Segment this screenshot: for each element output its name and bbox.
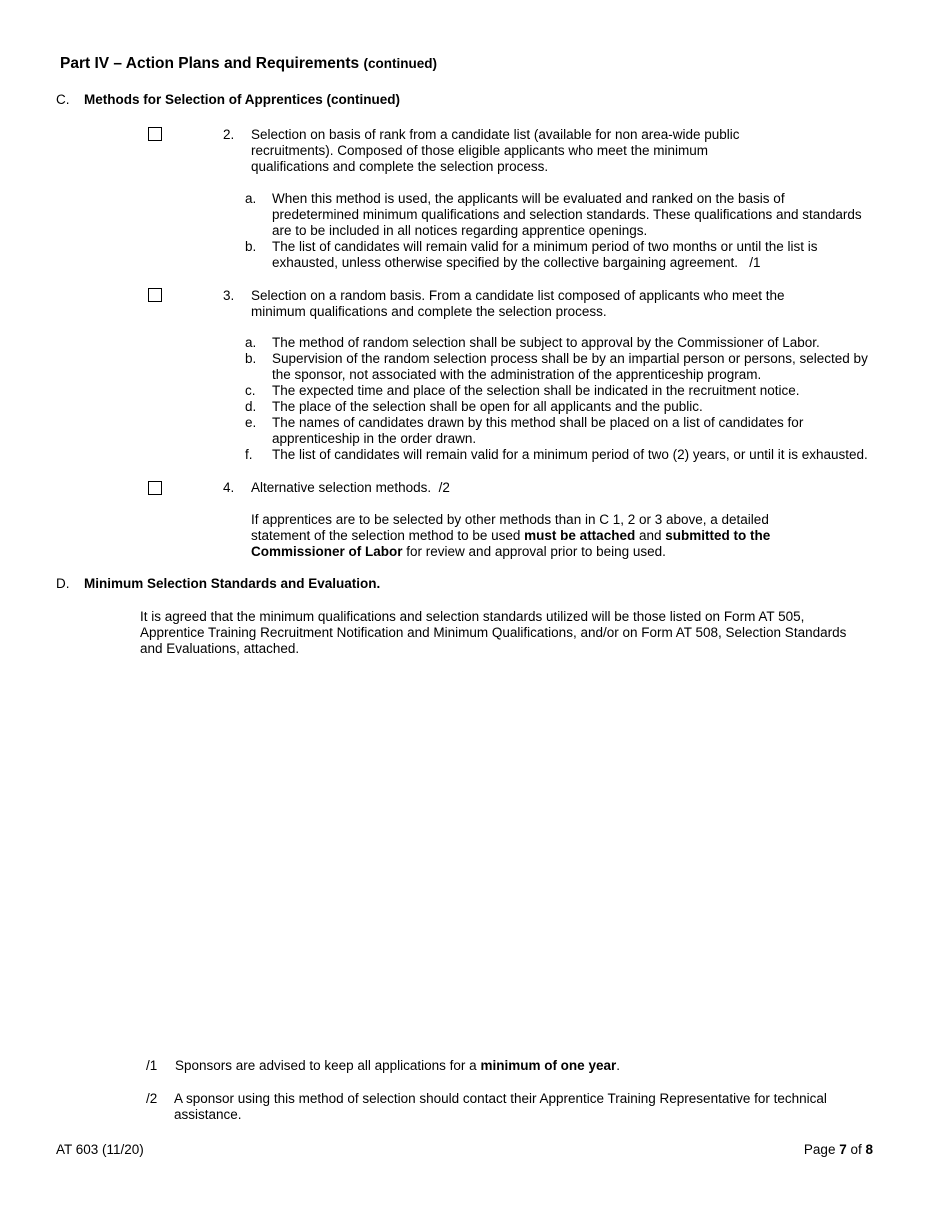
footnote-2	[174, 1091, 827, 1123]
item-3-checkbox[interactable]	[148, 288, 162, 302]
item-3a-text	[272, 335, 820, 351]
item-4-para-line: If apprentices are to be selected by other methods than in C 1, 2 or 3 above, a detailed	[251, 512, 769, 527]
item-3c-letter: c.	[245, 383, 256, 398]
item-4-para-text: and	[635, 528, 666, 543]
item-3e-letter: e.	[245, 415, 257, 430]
item-3e-line: apprenticeship in the order drawn.	[272, 431, 477, 446]
item-3-line: minimum qualifications and complete the selection process.	[251, 304, 607, 319]
item-2-checkbox[interactable]	[148, 127, 162, 141]
footnote-2-line: A sponsor using this method of selection should contact their Apprentice Training Representative for technical	[174, 1091, 827, 1106]
item-4-para-text: for review and approval prior to being used.	[402, 544, 666, 559]
item-4-para-text: statement of the selection method to be used	[251, 528, 525, 543]
item-3c-text	[272, 383, 800, 399]
page-title	[60, 56, 437, 72]
footnote-1-bold: minimum of one year	[480, 1058, 617, 1073]
item-3b-line: the sponsor, not associated with the administration of the apprenticeship program.	[272, 367, 762, 382]
section-d-line: and Evaluations, attached.	[140, 641, 300, 656]
footnote-1	[175, 1058, 620, 1074]
item-3f-text	[272, 447, 868, 463]
item-3b-text	[272, 351, 868, 383]
form-id: AT 603 (11/20)	[56, 1142, 144, 1157]
item-4-para-bold: Commissioner of Labor	[251, 544, 403, 559]
item-4-para-line	[251, 528, 770, 544]
item-3a-letter: a.	[245, 335, 257, 350]
item-2-text	[251, 127, 740, 175]
item-3e-line: The names of candidates drawn by this method shall be placed on a list of candidates for	[272, 415, 804, 430]
item-3-number: 3.	[223, 288, 235, 303]
item-2-line: Selection on basis of rank from a candidate list (available for non area-wide public	[251, 127, 740, 142]
item-2b-line: The list of candidates will remain valid for a minimum period of two months or until the list is	[272, 239, 818, 254]
page-current: 7	[839, 1142, 847, 1157]
item-3a-line: The method of random selection shall be subject to approval by the Commissioner of Labor.	[272, 335, 820, 350]
section-d-line: Apprentice Training Recruitment Notification and Minimum Qualifications, and/or on Form AT 508, Selection Standards	[140, 625, 847, 640]
item-3f-letter: f.	[245, 447, 253, 462]
item-4-paragraph	[251, 512, 770, 560]
page-of: of	[846, 1142, 866, 1157]
item-2a-text	[272, 191, 862, 239]
item-3d-letter: d.	[245, 399, 257, 414]
item-3d-text	[272, 399, 703, 415]
section-d-heading: Minimum Selection Standards and Evaluation.	[84, 576, 381, 591]
section-d-letter: D.	[56, 576, 70, 591]
footnote-1-mark: /1	[146, 1058, 158, 1073]
item-4-label: Alternative selection methods. /2	[251, 480, 450, 495]
footnote-2-line: assistance.	[174, 1107, 242, 1122]
item-2a-line: When this method is used, the applicants will be evaluated and ranked on the basis of	[272, 191, 785, 206]
item-4-para-bold: must be attached	[524, 528, 636, 543]
item-3b-letter: b.	[245, 351, 257, 366]
page-number	[804, 1142, 873, 1158]
item-4-para-bold: submitted to the	[665, 528, 771, 543]
item-2a-line: predetermined minimum qualifications and selection standards. These qualifications and standards	[272, 207, 862, 222]
item-2a-line: are to be included in all notices regarding apprentice openings.	[272, 223, 648, 238]
page-prefix: Page	[803, 1142, 840, 1157]
item-3b-line: Supervision of the random selection process shall be by an impartial person or persons, selected by	[272, 351, 868, 366]
item-2b-letter: b.	[245, 239, 257, 254]
section-d-line: It is agreed that the minimum qualifications and selection standards utilized will be those listed on Form AT 505,	[140, 609, 805, 624]
item-2a-letter: a.	[245, 191, 257, 206]
section-c-heading: Methods for Selection of Apprentices (continued)	[84, 92, 401, 107]
item-2-line: qualifications and complete the selection process.	[251, 159, 549, 174]
item-3d-line: The place of the selection shall be open for all applicants and the public.	[272, 399, 703, 414]
item-4-checkbox[interactable]	[148, 481, 162, 495]
page-total: 8	[865, 1142, 873, 1157]
item-2-number: 2.	[223, 127, 235, 142]
page-title-text: Part IV – Action Plans and Requirements	[60, 55, 360, 72]
footnote-1-text: Sponsors are advised to keep all applications for a	[175, 1058, 481, 1073]
item-2b-line: exhausted, unless otherwise specified by the collective bargaining agreement. /1	[272, 255, 761, 270]
item-3e-text	[272, 415, 803, 447]
item-2-line: recruitments). Composed of those eligible applicants who meet the minimum	[251, 143, 708, 158]
section-d-paragraph	[140, 609, 846, 657]
page-title-suffix: (continued)	[363, 56, 437, 71]
item-3-text	[251, 288, 785, 320]
item-3c-line: The expected time and place of the selection shall be indicated in the recruitment notice.	[272, 383, 800, 398]
item-3f-line: The list of candidates will remain valid for a minimum period of two (2) years, or until it is exhausted.	[272, 447, 868, 462]
section-c-letter: C.	[56, 92, 70, 107]
item-3-line: Selection on a random basis. From a candidate list composed of applicants who meet the	[251, 288, 785, 303]
item-4-number: 4.	[223, 480, 235, 495]
footnote-2-mark: /2	[146, 1091, 158, 1106]
footnote-1-end: .	[616, 1058, 620, 1073]
item-2b-text	[272, 239, 817, 271]
item-4-para-line	[251, 544, 770, 560]
